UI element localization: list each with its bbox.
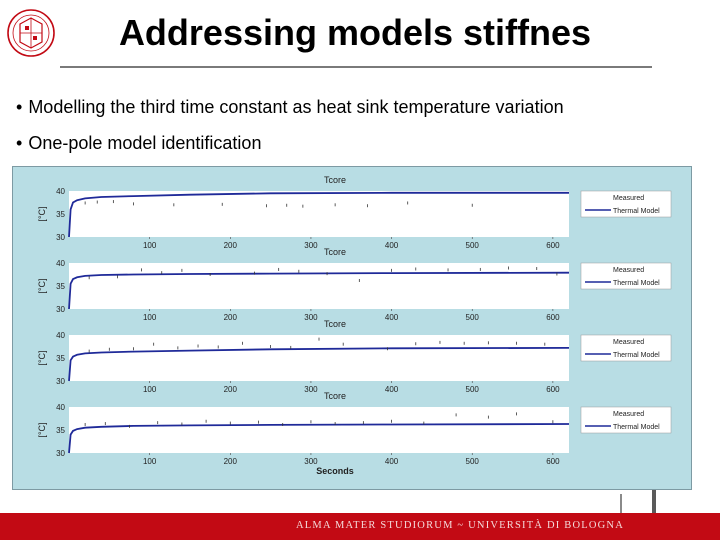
page-title: Addressing models stiffnes xyxy=(118,12,592,53)
university-seal-icon xyxy=(6,4,56,62)
y-tick-label: 35 xyxy=(56,282,65,291)
plot-area xyxy=(69,407,569,453)
y-tick-label: 40 xyxy=(56,403,65,412)
x-tick-label: 100 xyxy=(142,313,157,322)
x-tick-label: 300 xyxy=(304,457,318,466)
y-tick-label: 30 xyxy=(56,377,65,386)
plot-area xyxy=(69,335,569,381)
y-tick-label: 40 xyxy=(56,187,65,196)
y-tick-label: 35 xyxy=(56,354,65,363)
bullet-marker: • xyxy=(16,97,23,117)
y-axis-label: [°C] xyxy=(37,206,47,222)
y-axis-label: [°C] xyxy=(37,422,47,438)
legend-entry: Thermal Model xyxy=(613,352,660,359)
bullet-text: Modelling the third time constant as heat sink temperature variation xyxy=(28,97,564,117)
x-tick-label: 100 xyxy=(142,385,157,394)
x-tick-label: 100 xyxy=(142,241,157,250)
chart-title: Tcore xyxy=(323,247,347,257)
footer-text: ALMA MATER STUDIORUM ~ UNIVERSITÀ DI BOLOGNA xyxy=(296,520,624,531)
y-tick-label: 30 xyxy=(56,305,65,314)
x-tick-label: 300 xyxy=(304,241,318,250)
y-tick-label: 30 xyxy=(56,449,65,458)
x-tick-label: 500 xyxy=(465,241,479,250)
y-axis-label: [°C] xyxy=(37,278,47,294)
y-tick-label: 30 xyxy=(56,233,65,242)
x-tick-label: 600 xyxy=(546,385,560,394)
x-tick-label: 200 xyxy=(223,457,237,466)
bullet-item xyxy=(16,133,261,154)
y-axis-label: [°C] xyxy=(37,350,47,366)
x-axis-label: Seconds xyxy=(316,466,354,476)
x-tick-label: 600 xyxy=(546,313,560,322)
bullet-text: One-pole model identification xyxy=(28,133,262,153)
legend-entry: Measured xyxy=(613,339,645,346)
x-tick-label: 600 xyxy=(546,241,560,250)
legend-entry: Measured xyxy=(613,195,645,202)
footer-bar xyxy=(0,513,720,540)
decorative-divider xyxy=(620,494,622,513)
y-tick-label: 35 xyxy=(56,210,65,219)
legend-entry: Thermal Model xyxy=(613,424,660,431)
x-tick-label: 500 xyxy=(465,457,479,466)
chart-figure xyxy=(12,166,692,490)
x-tick-label: 400 xyxy=(384,457,399,466)
x-tick-label: 400 xyxy=(384,385,399,394)
bullet-item xyxy=(16,97,564,118)
x-tick-label: 500 xyxy=(465,385,479,394)
chart-title: Tcore xyxy=(323,391,347,401)
chart-title: Tcore xyxy=(323,175,347,185)
x-tick-label: 200 xyxy=(223,241,237,250)
plot-area xyxy=(69,191,569,237)
x-tick-label: 100 xyxy=(142,457,157,466)
x-tick-label: 600 xyxy=(546,457,560,466)
x-tick-label: 400 xyxy=(384,313,399,322)
x-tick-label: 200 xyxy=(223,385,237,394)
plot-area xyxy=(69,263,569,309)
title-divider xyxy=(60,66,652,68)
x-tick-label: 400 xyxy=(384,241,399,250)
legend-entry: Measured xyxy=(613,267,645,274)
chart-canvas xyxy=(13,167,691,489)
x-tick-label: 200 xyxy=(223,313,237,322)
x-tick-label: 500 xyxy=(465,313,479,322)
bullet-marker: • xyxy=(16,133,23,153)
y-tick-label: 40 xyxy=(56,331,65,340)
chart-title: Tcore xyxy=(323,319,347,329)
x-tick-label: 300 xyxy=(304,385,318,394)
legend-entry: Measured xyxy=(613,411,645,418)
legend-entry: Thermal Model xyxy=(613,280,660,287)
legend-entry: Thermal Model xyxy=(613,208,660,215)
y-tick-label: 40 xyxy=(56,259,65,268)
y-tick-label: 35 xyxy=(56,426,65,435)
x-tick-label: 300 xyxy=(304,313,318,322)
